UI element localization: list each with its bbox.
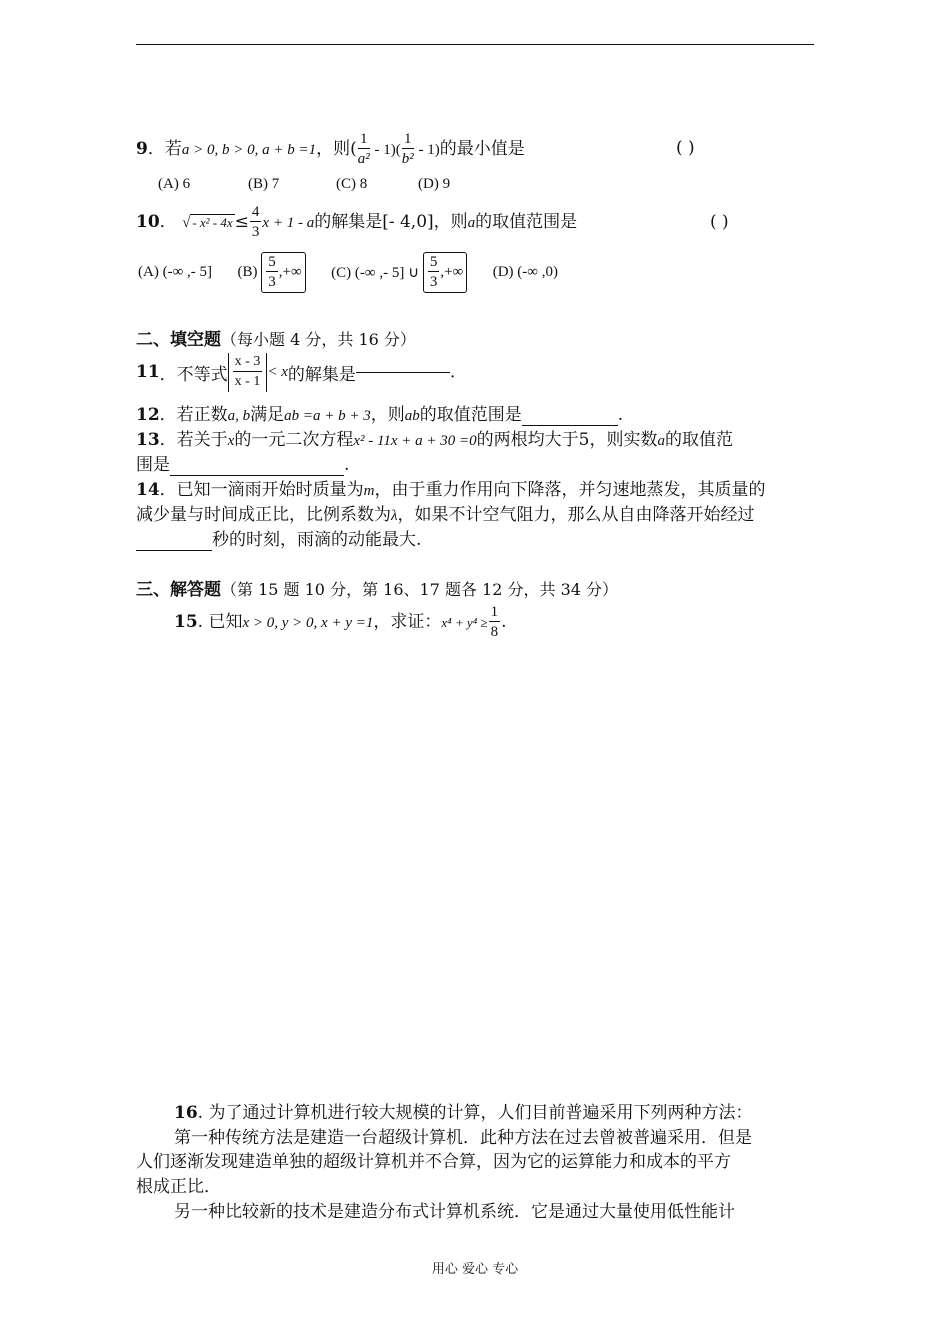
section-title: 二、填空题 (136, 330, 221, 350)
question-text: 的取值范 (664, 430, 733, 450)
question-text: ．若 (147, 139, 182, 159)
fraction: $\frac{1}{8}$ (490, 604, 499, 640)
question-11 (136, 353, 455, 392)
question-text: ，由于重力作用向下降落，并匀速地蒸发，其质量的 (374, 480, 766, 500)
question-number: 9 (136, 139, 148, 159)
answer-blank[interactable] (522, 405, 618, 426)
question-number: 10 (136, 212, 160, 232)
question-text: 的两根均大于5，则实数 (476, 430, 658, 450)
question-number: 11 (136, 362, 160, 382)
math-condition: a > 0, b > 0, a + b =1 (181, 142, 317, 158)
math-equation: x² - 11x + a + 30 =0 (353, 433, 477, 449)
question-13 (136, 425, 733, 450)
math-var: m (363, 483, 375, 499)
question-text: ．若正数 (159, 405, 228, 425)
question-text: ．不等式 (159, 365, 228, 385)
fraction: $\frac{5}{3}$ (268, 254, 276, 290)
math-condition: x > 0, y > 0, x + y =1 (242, 615, 374, 631)
question-text: 的最小值是 (439, 139, 525, 159)
question-number: 16 (174, 1103, 198, 1123)
question-text: 减少量与时间成正比，比例系数为 (136, 505, 391, 525)
absolute-value (228, 353, 268, 392)
math-text: - 1) (414, 142, 440, 158)
option-a: (A) 6 (158, 176, 191, 192)
question-text: 的取值范围是 (475, 212, 578, 232)
question-14 (136, 475, 766, 500)
sqrt-expression: √ - x² - 4x (182, 215, 233, 231)
fraction: $\frac{x - 3}{x - 1}$ (234, 354, 261, 389)
radicand: - x² - 4x (192, 215, 233, 230)
fraction: $\frac{1}{\text{a²}}$ (357, 131, 370, 167)
paragraph-line: 根成正比． (136, 1177, 221, 1197)
option-d: (D) (-∞ ,0) (492, 264, 558, 280)
paragraph-line: 人们逐渐发现建造单独的超级计算机并不合算，因为它的运算能力和成本的平方 (136, 1152, 731, 1172)
question-number: 14 (136, 480, 160, 500)
question-text: 的解集是[- 4,0]，则 (314, 212, 468, 232)
page-footer: 用心 爱心 专心 (431, 1262, 519, 1277)
question-text: . 为了通过计算机进行较大规模的计算，人们目前普遍采用下列两种方法： (197, 1103, 753, 1123)
option-d: (D) 9 (418, 176, 451, 192)
question-dot: ． (159, 212, 177, 232)
header-rule (136, 44, 814, 45)
math-var: λ (391, 508, 398, 524)
math-relation: < x (267, 364, 288, 380)
answer-paren: ( ) (676, 138, 695, 158)
question-10 (136, 203, 577, 242)
question-text: ，如果不计空气阻力，那么从自由降落开始经过 (397, 505, 755, 525)
answer-blank[interactable] (136, 530, 212, 551)
question-text: . 已知 (197, 612, 243, 632)
math-equation: ab =a + b + 3 (284, 408, 371, 424)
section-title: 三、解答题 (136, 580, 221, 600)
question-text: 秒的时刻，雨滴的动能最大. (212, 530, 422, 550)
question-text: ，则( (316, 139, 357, 159)
option-b-label: (B) (237, 264, 258, 280)
leq-symbol: ≤ (234, 212, 249, 232)
math-rhs: x + 1 - a (262, 215, 315, 231)
question-text: 的取值范围是 (419, 405, 522, 425)
math-var: a (467, 215, 476, 231)
interval-tail: ,+∞ (440, 263, 464, 280)
answer-paren: ( ) (710, 212, 729, 232)
interval-tail: ,+∞ (278, 263, 302, 280)
math-expr: ab (404, 408, 420, 424)
question-text: ，求证： (373, 612, 442, 632)
options-row (138, 252, 558, 293)
fraction: $\frac{5}{3}$ (429, 254, 438, 290)
period: . (344, 455, 350, 475)
question-number: 13 (136, 430, 160, 450)
question-text: 的一元二次方程 (234, 430, 354, 450)
fraction: $\frac{4}{3}$ (251, 204, 260, 240)
period: . (501, 612, 507, 632)
period: . (617, 405, 624, 425)
question-15 (174, 603, 507, 642)
paragraph-line: 另一种比较新的技术是建造分布式计算机系统．它是通过大量使用低性能计 (174, 1202, 735, 1222)
section-heading-2 (136, 325, 416, 350)
math-expr: x⁴ + y⁴ ≥ (441, 615, 488, 630)
math-vars: a, b (227, 408, 251, 424)
question-14-line2 (136, 500, 755, 525)
question-text: ．已知一滴雨开始时质量为 (159, 480, 364, 500)
section-subtitle: （第 15 题 10 分，第 16、17 题各 12 分，共 34 分） (221, 580, 619, 599)
question-text: ，则 (370, 405, 405, 425)
section-heading-3 (136, 575, 618, 600)
paragraph-line: 第一种传统方法是建造一台超级计算机．此种方法在过去曾被普遍采用．但是 (174, 1128, 752, 1148)
question-12 (136, 400, 623, 426)
option-b-interval (261, 252, 305, 293)
option-b: (B) 7 (248, 176, 280, 192)
question-9 (136, 130, 525, 169)
option-a: (A) (-∞ ,- 5] (138, 264, 212, 280)
question-16 (174, 1098, 752, 1123)
math-var: x (227, 433, 235, 449)
question-13-line2 (136, 450, 349, 476)
math-var: a (657, 433, 665, 449)
question-text: 的解集是 (287, 365, 356, 385)
period: . (449, 362, 456, 383)
question-14-line3 (136, 525, 421, 551)
option-c: (C) 8 (336, 176, 368, 192)
section-subtitle: （每小题 4 分，共 16 分） (221, 330, 416, 349)
question-number: 12 (136, 405, 160, 425)
answer-blank[interactable] (356, 372, 450, 373)
question-number: 15 (174, 612, 198, 632)
question-text: 满足 (250, 405, 285, 425)
question-text: ．若关于 (159, 430, 228, 450)
answer-blank[interactable] (170, 455, 344, 476)
option-c-label: (C) (-∞ ,- 5] ∪ (331, 265, 420, 281)
option-c-interval (423, 252, 467, 293)
math-text: - 1)( (370, 142, 401, 158)
fraction: $\frac{1}{\text{b²}}$ (401, 131, 414, 167)
question-text: 围是 (136, 455, 170, 475)
